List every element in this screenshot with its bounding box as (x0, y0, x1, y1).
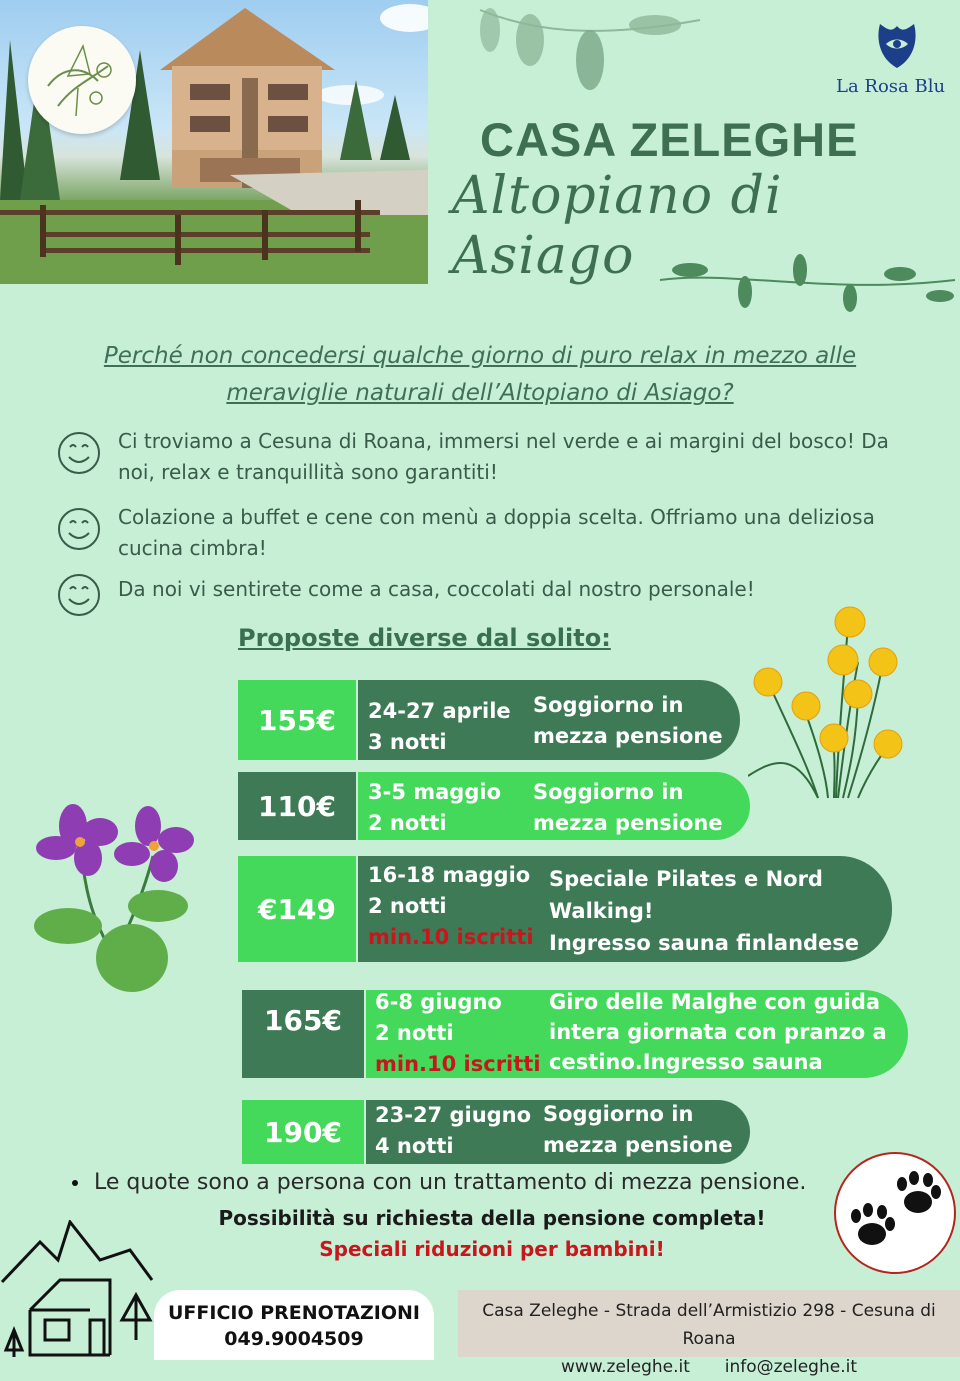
smiley-icon (56, 506, 102, 552)
offer-body (358, 772, 750, 840)
intro-question (60, 338, 900, 412)
offer-dates (368, 777, 501, 839)
offer-price: €149 (238, 856, 356, 962)
fairy-logo (28, 26, 136, 134)
violet-flowers-icon (28, 796, 198, 996)
page-subtitle: Altopiano di Asiago (452, 166, 783, 286)
paw-prints-icon (836, 1154, 954, 1272)
offer-price: 190€ (242, 1100, 364, 1164)
offer-description (549, 863, 859, 959)
contact-address: Casa Zeleghe - Strada dell’Armistizio 298 - Cesuna di Roana (482, 1301, 936, 1349)
brand-name: La Rosa Blu (836, 76, 946, 97)
offer-date-range: 16-18 maggio (368, 863, 531, 887)
booking-office (154, 1290, 434, 1360)
offer-price: 165€ (242, 990, 364, 1078)
leaves-top-icon (470, 0, 720, 100)
offer-body (366, 1100, 750, 1164)
offer-min-participants: min.10 iscritti (375, 1052, 541, 1076)
offer-body (358, 856, 892, 962)
rose-logo-icon (874, 18, 920, 70)
offer-desc-line: mezza pensione (533, 811, 723, 835)
offer-desc-line: intera giornata con pranzo a (549, 1020, 887, 1044)
feature-text-line: Ci troviamo a Cesuna di Roana, immersi nel verde e ai margini del bosco! Da (118, 429, 889, 453)
smiley-icon (56, 430, 102, 476)
smiley-icon (56, 572, 102, 618)
pet-friendly-badge (834, 1152, 956, 1274)
offer-desc-line: cestino.Ingresso sauna (549, 1050, 823, 1074)
offer-desc-line: mezza pensione (543, 1133, 733, 1157)
feature-text (118, 574, 938, 605)
offer-desc-line: Speciale Pilates e Nord (549, 867, 823, 891)
feature-item (56, 506, 936, 576)
offer-nights: 4 notti (375, 1134, 454, 1158)
offer-description (533, 690, 723, 752)
offer-description (549, 987, 887, 1077)
offer-date-range: 23-27 giugno (375, 1103, 532, 1127)
bullet-icon (72, 1180, 78, 1186)
offer-desc-line: Ingresso sauna finlandese (549, 931, 860, 955)
offer-desc-line: Soggiorno in (533, 693, 684, 717)
contact-links (458, 1353, 960, 1381)
offer-date-range: 24-27 aprile (368, 699, 511, 723)
feature-text (118, 426, 938, 488)
offer-desc-line: Walking! (549, 899, 654, 923)
full-board-note: Possibilità su richiesta della pensione completa! (218, 1206, 766, 1230)
intro-question-line2: meraviglie naturali dell’Altopiano di Asiago? (226, 380, 734, 406)
offer-date-range: 3-5 maggio (368, 780, 501, 804)
offer-dates (368, 696, 511, 758)
offer-card[interactable] (238, 772, 750, 840)
offer-desc-line: mezza pensione (533, 724, 723, 748)
feature-text-line: noi, relax e tranquillità sono garantiti! (118, 460, 498, 484)
per-person-note-text: Le quote sono a persona con un trattamento di mezza pensione. (94, 1170, 807, 1195)
offer-card[interactable] (238, 856, 892, 962)
dandelion-flowers-icon (748, 606, 908, 802)
children-discount-note: Speciali riduzioni per bambini! (319, 1237, 665, 1261)
feature-text-line: Da noi vi sentirete come a casa, coccolati dal nostro personale! (118, 577, 755, 601)
offer-dates (375, 1100, 531, 1162)
contact-footer (458, 1290, 960, 1377)
offer-date-range: 6-8 giugno (375, 990, 502, 1014)
offer-description (543, 1099, 733, 1161)
leaves-branch-icon (650, 240, 960, 320)
feature-text (118, 502, 938, 564)
offer-price: 155€ (238, 680, 356, 760)
offer-card[interactable] (242, 1100, 750, 1164)
offer-nights: 2 notti (368, 811, 447, 835)
offer-price: 110€ (238, 772, 356, 840)
proposals-title: Proposte diverse dal solito: (238, 624, 611, 652)
booking-office-label: UFFICIO PRENOTAZIONI (168, 1302, 420, 1324)
feature-item (56, 430, 936, 500)
mountain-hut-icon (0, 1220, 155, 1357)
offer-nights: 2 notti (375, 1021, 454, 1045)
feature-text-line: cucina cimbra! (118, 536, 267, 560)
feature-text-line: Colazione a buffet e cene con menù a doppia scelta. Offriamo una deliziosa (118, 505, 875, 529)
offer-description (533, 777, 723, 839)
offer-dates (368, 860, 534, 953)
offer-desc-line: Giro delle Malghe con guida (549, 990, 881, 1014)
intro-question-line1: Perché non concedersi qualche giorno di puro relax in mezzo alle (103, 343, 857, 369)
per-person-note (72, 1170, 806, 1195)
offer-body (358, 680, 740, 760)
page-title: CASA ZELEGHE (480, 113, 859, 166)
offer-body (366, 990, 908, 1078)
offer-min-participants: min.10 iscritti (368, 925, 534, 949)
email-link[interactable]: info@zeleghe.it (724, 1357, 857, 1377)
offer-desc-line: Soggiorno in (533, 780, 684, 804)
offer-card[interactable] (242, 990, 908, 1078)
offer-nights: 3 notti (368, 730, 447, 754)
offer-desc-line: Soggiorno in (543, 1102, 694, 1126)
booking-office-phone[interactable]: 049.9004509 (224, 1328, 364, 1350)
offer-nights: 2 notti (368, 894, 447, 918)
offer-dates (375, 987, 541, 1080)
website-link[interactable]: www.zeleghe.it (560, 1357, 690, 1377)
fairy-icon (28, 26, 136, 134)
offer-card[interactable] (238, 680, 740, 760)
